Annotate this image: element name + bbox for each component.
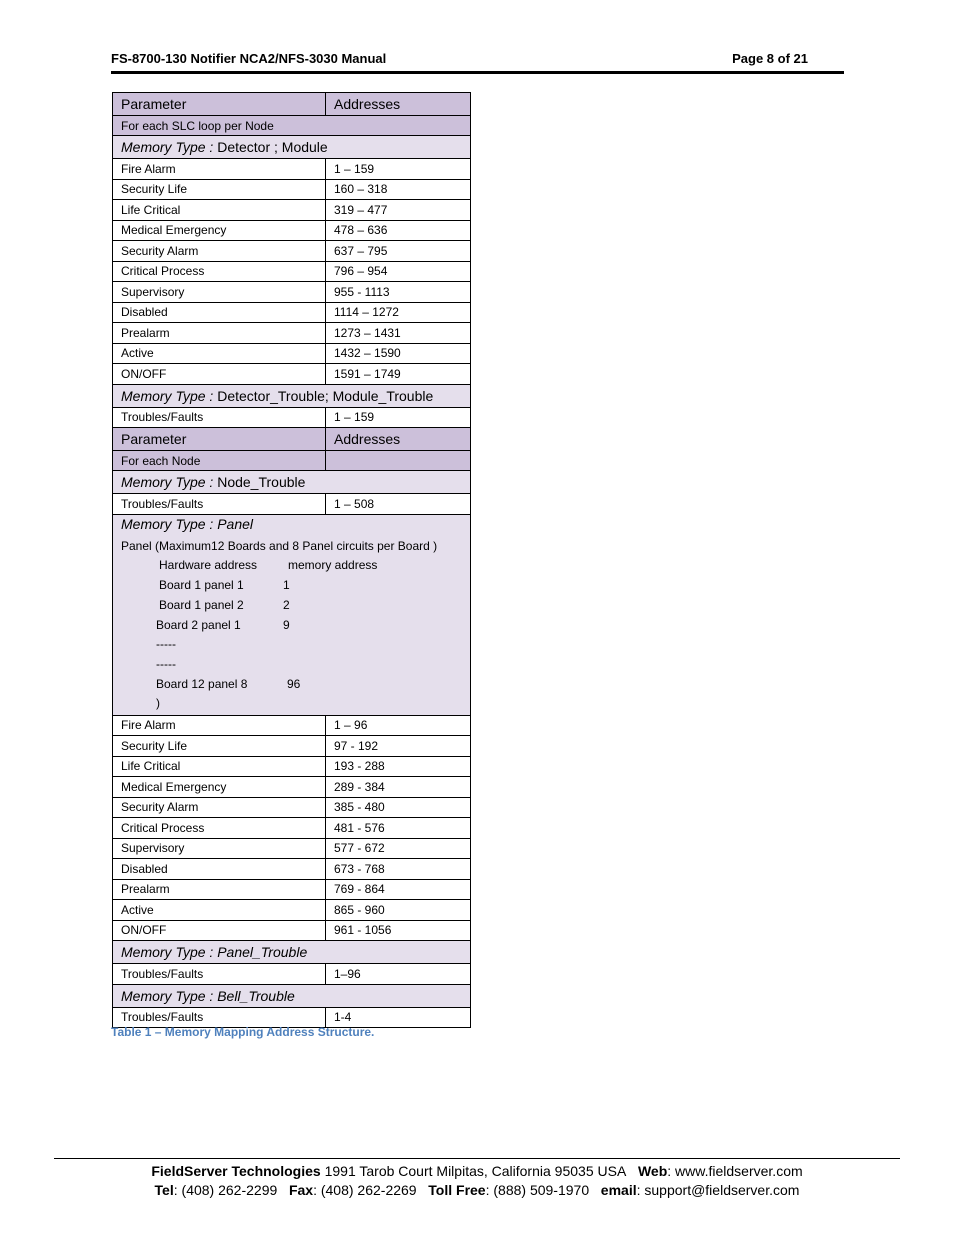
memory-type-cell: [113, 384, 471, 407]
footer-tollfree: : (888) 509-1970: [485, 1182, 590, 1198]
ellipsis-dashes: -----: [156, 656, 176, 671]
memory-type-row: [113, 136, 471, 159]
table-row: Troubles/Faults 1–96: [113, 964, 471, 985]
footer-tel: : (408) 262-2299: [173, 1182, 278, 1198]
board-panel-label: Board 2 panel 1: [156, 617, 241, 632]
table-row: Medical Emergency 478 – 636: [113, 220, 471, 241]
footer-email: : support@fieldserver.com: [636, 1182, 800, 1198]
table-row: Life Critical 319 – 477: [113, 200, 471, 221]
memory-type-row: [113, 471, 471, 494]
table-row: Prealarm 769 - 864: [113, 879, 471, 900]
col-header-parameter: Parameter: [113, 93, 326, 116]
footer-web: : www.fieldserver.com: [667, 1163, 803, 1179]
footer-divider: [54, 1158, 900, 1159]
table-row: Supervisory 955 - 1113: [113, 282, 471, 303]
document-title: FS-8700-130 Notifier NCA2/NFS-3030 Manual: [111, 51, 387, 66]
col-header-parameter: Parameter: [113, 428, 326, 451]
slc-caption: For each SLC loop per Node: [113, 116, 471, 136]
footer-web-label: Web: [637, 1163, 668, 1179]
panel-description-cell: [113, 514, 471, 715]
memory-type-value: Detector_Trouble; Module_Trouble: [217, 387, 434, 404]
board-panel-label: Board 1 panel 2: [159, 597, 244, 612]
table-row: Active 865 - 960: [113, 900, 471, 921]
memory-type-cell: [113, 136, 471, 159]
footer-tollfree-label: Toll Free: [428, 1182, 486, 1198]
footer-line-1: [0, 1163, 954, 1179]
table-row: Critical Process 481 - 576: [113, 818, 471, 839]
page-header: [111, 50, 844, 74]
table-row: Active 1432 – 1590: [113, 343, 471, 364]
memory-type-row: [113, 984, 471, 1007]
col-header-addresses: Addresses: [326, 93, 471, 116]
table-row: Fire Alarm 1 – 159: [113, 159, 471, 180]
table-row: Disabled 1114 – 1272: [113, 302, 471, 323]
table-row: ON/OFF 1591 – 1749: [113, 364, 471, 385]
node-caption: For each Node: [113, 451, 326, 471]
footer-address: 1991 Tarob Court Milpitas, California 95035 USA: [320, 1163, 627, 1179]
table-row: Prealarm 1273 – 1431: [113, 323, 471, 344]
memory-type-cell: Memory Type : Panel_Trouble: [113, 941, 471, 964]
table-row: Security Life 160 – 318: [113, 179, 471, 200]
closing-paren: ): [156, 695, 160, 710]
panel-description: Panel (Maximum12 Boards and 8 Panel circuits per Board ): [121, 538, 438, 553]
memory-type-cell: Memory Type : Bell_Trouble: [113, 984, 471, 1007]
footer-email-label: email: [600, 1182, 637, 1198]
board-panel-label: Board 1 panel 1: [159, 577, 244, 592]
hardware-address-label: Hardware address: [159, 557, 258, 572]
memory-type-label: Memory Type :: [121, 474, 214, 490]
table-row: Security Life 97 - 192: [113, 736, 471, 757]
memory-type-cell: [113, 471, 471, 494]
footer-tel-label: Tel: [154, 1182, 174, 1198]
table-row: ON/OFF 961 - 1056: [113, 920, 471, 941]
table-row: Security Alarm 637 – 795: [113, 241, 471, 262]
memory-type-label: Memory Type :: [121, 387, 214, 404]
footer-fax-label: Fax: [288, 1182, 314, 1198]
page-number: Page 8 of 21: [732, 51, 808, 66]
memory-type-value: Node_Trouble: [217, 474, 306, 490]
memory-type-row: [113, 941, 471, 964]
footer-line-2: [0, 1182, 954, 1198]
memory-type-row: [113, 384, 471, 407]
table-row: Troubles/Faults 1 – 159: [113, 407, 471, 428]
memory-type-value: Detector ; Module: [217, 139, 328, 155]
table-row: Supervisory 577 - 672: [113, 838, 471, 859]
table-row: Medical Emergency 289 - 384: [113, 777, 471, 798]
table-caption: Table 1 – Memory Mapping Address Structure.: [111, 1025, 375, 1039]
footer-fax: : (408) 262-2269: [313, 1182, 417, 1198]
table-row: Fire Alarm 1 – 96: [113, 715, 471, 736]
panel-description-block: [113, 515, 470, 715]
section-caption-row: [113, 451, 471, 471]
memory-type-label: Memory Type :: [121, 139, 214, 155]
ellipsis-dashes: -----: [156, 636, 176, 651]
col-header-addresses: Addresses: [326, 428, 471, 451]
table-row: Critical Process 796 – 954: [113, 261, 471, 282]
section-caption-row: [113, 116, 471, 136]
table-row: Security Alarm 385 - 480: [113, 797, 471, 818]
board-panel-address: 2: [283, 597, 290, 612]
board-panel-address: 96: [287, 676, 301, 691]
panel-description-row: [113, 514, 471, 715]
table-row: Troubles/Faults 1 – 508: [113, 494, 471, 515]
memory-mapping-table: [112, 92, 471, 1028]
table-header-row: [113, 428, 471, 451]
table-row: Disabled 673 - 768: [113, 859, 471, 880]
board-panel-address: 9: [283, 617, 290, 632]
board-panel-label: Board 12 panel 8: [156, 676, 248, 691]
empty-cell: [326, 451, 471, 471]
table-row: Troubles/Faults 1-4: [113, 1007, 471, 1028]
panel-memory-type: Memory Type : Panel: [121, 515, 254, 532]
table-header-row: [113, 93, 471, 116]
table-row: Life Critical 193 - 288: [113, 756, 471, 777]
memory-address-label: memory address: [288, 557, 378, 572]
board-panel-address: 1: [283, 577, 290, 592]
footer-company: FieldServer Technologies: [151, 1163, 321, 1179]
